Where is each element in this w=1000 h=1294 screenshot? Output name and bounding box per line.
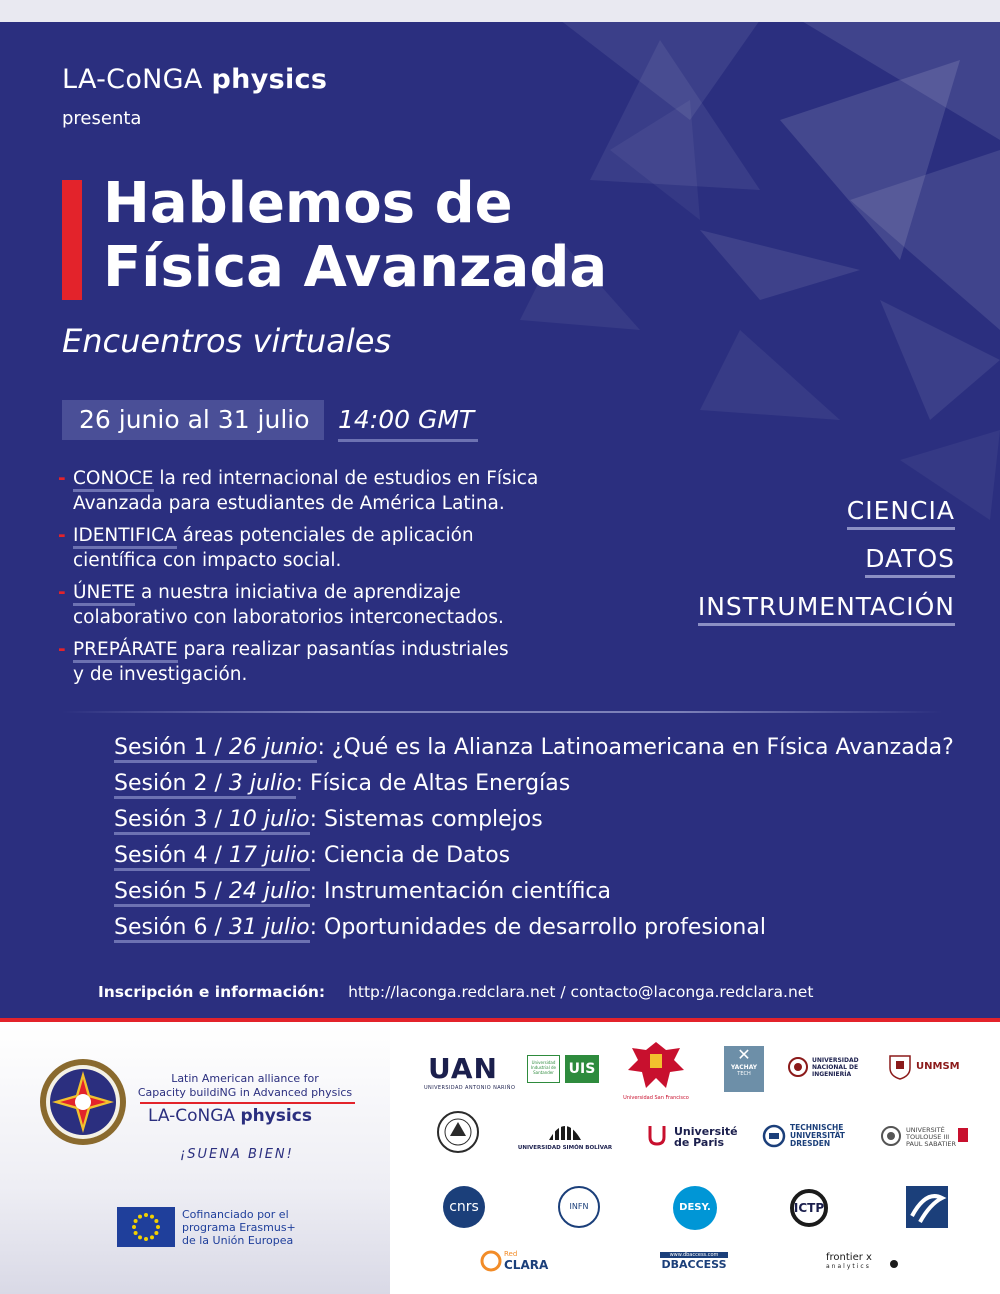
bullet-item	[58, 466, 578, 516]
alliance-tagline: Latin American alliance for Capacity buildiNG in Advanced physics	[137, 1072, 353, 1099]
bullet-text: a nuestra iniciativa de aprendizaje	[135, 582, 461, 603]
session-item: Sesión 5 / 24 julio: Instrumentación científica	[114, 874, 954, 910]
bullet-item	[58, 523, 578, 573]
bullet-text-2: Avanzada para estudiantes de América Latina.	[73, 493, 505, 514]
contact-url-link[interactable]: http://laconga.redclara.net	[348, 983, 556, 1001]
toulouse-emblem-icon	[880, 1125, 902, 1147]
topic-instrumentacion: INSTRUMENTACIÓN	[625, 592, 955, 626]
footer-brand: LA-CoNGA physics	[148, 1106, 312, 1126]
ucv-seal-icon	[436, 1110, 480, 1154]
yachay-logo: ✕ YACHAY TECH	[724, 1046, 764, 1092]
yachay-mark-icon: ✕	[737, 1045, 751, 1064]
page-title	[103, 172, 607, 300]
session-list	[114, 730, 954, 946]
eu-cofunding-text: Cofinanciado por el programa Erasmus+ de la Unión Europea	[182, 1208, 296, 1247]
bullet-item	[58, 637, 578, 687]
red-divider	[0, 1018, 1000, 1022]
bullet-keyword: IDENTIFICA	[73, 525, 177, 549]
brand-regular: LA-CoNGA	[62, 64, 203, 95]
frontier-dot-icon	[890, 1260, 898, 1268]
bullet-dash: -	[58, 525, 66, 546]
cnrs-logo: cnrs	[443, 1186, 485, 1228]
usb-logo: UNIVERSIDAD SIMÓN BOLÍVAR	[513, 1116, 617, 1151]
eu-flag-icon	[117, 1207, 175, 1247]
usb-dome-icon	[545, 1116, 585, 1142]
dragon-crest-icon	[626, 1040, 686, 1092]
session-item: Sesión 3 / 10 julio: Sistemas complejos	[114, 802, 954, 838]
bullet-text-2: y de investigación.	[73, 664, 248, 685]
dbaccess-logo: www.dbaccess.com DBACCESS	[661, 1252, 727, 1271]
title-line-2: Física Avanzada	[103, 235, 608, 300]
title-accent-bar	[62, 180, 82, 300]
topic-list	[625, 496, 955, 640]
contact-line	[98, 983, 813, 1001]
bullet-dash: -	[58, 468, 66, 489]
time-underline	[338, 439, 478, 442]
bullet-list	[58, 466, 578, 694]
session-item: Sesión 6 / 31 julio: Oportunidades de desarrollo profesional	[114, 910, 954, 946]
laconga-seal-icon	[38, 1057, 128, 1147]
bullet-text: para realizar pasantías industriales	[177, 639, 509, 660]
paris-u-icon	[646, 1124, 668, 1146]
session-item: Sesión 4 / 17 julio: Ciencia de Datos	[114, 838, 954, 874]
bullet-keyword: ÚNETE	[73, 582, 135, 606]
bullet-text-2: colaborativo con laboratorios interconectados.	[73, 607, 504, 628]
contact-email-link[interactable]: contacto@laconga.redclara.net	[570, 983, 814, 1001]
lafex-logo-icon	[906, 1186, 948, 1228]
usfq-logo: Universidad San Francisco	[616, 1040, 696, 1101]
bullet-text-2: científica con impacto social.	[73, 550, 342, 571]
session-item: Sesión 1 / 26 junio: ¿Qué es la Alianza Latinoamericana en Física Avanzada?	[114, 730, 954, 766]
title-line-1: Hablemos de	[103, 171, 513, 236]
uan-logo: UAN UNIVERSIDAD ANTONIO NARIÑO	[424, 1052, 516, 1091]
alliance-rule	[140, 1102, 355, 1104]
page-subtitle: Encuentros virtuales	[62, 322, 392, 360]
uis-logo: Universidad Industrial de Santander UIS	[527, 1053, 601, 1085]
brand-bold: physics	[211, 64, 328, 95]
unmsm-crest-icon	[888, 1054, 912, 1080]
bullet-dash: -	[58, 639, 66, 660]
bullet-text: la red internacional de estudios en Física	[153, 468, 539, 489]
presenta-label: presenta	[62, 108, 142, 129]
desy-logo: DESY.	[673, 1186, 717, 1230]
bullet-item	[58, 580, 578, 630]
toulouse-flag-icon	[958, 1128, 968, 1142]
section-divider	[62, 711, 942, 713]
infn-logo: INFN	[558, 1186, 600, 1228]
uni-crest-icon	[788, 1056, 808, 1078]
redclara-globe-icon	[480, 1250, 502, 1272]
tud-emblem-icon	[762, 1124, 786, 1148]
session-item: Sesión 2 / 3 julio: Física de Altas Energías	[114, 766, 954, 802]
date-range: 26 junio al 31 julio	[62, 400, 324, 440]
ictp-logo: ICTP	[788, 1188, 830, 1228]
contact-label: Inscripción e información:	[98, 983, 326, 1001]
contact-separator: /	[560, 983, 566, 1001]
bullet-keyword: PREPÁRATE	[73, 639, 178, 663]
slogan: ¡SUENA BIEN!	[180, 1147, 294, 1162]
bullet-text: áreas potenciales de aplicación	[176, 525, 474, 546]
bullet-keyword: CONOCE	[73, 468, 154, 492]
topic-ciencia: CIENCIA	[625, 496, 955, 530]
event-time: 14:00 GMT	[338, 405, 475, 434]
bullet-dash: -	[58, 582, 66, 603]
frontier-x-logo: frontier x analytics	[826, 1252, 906, 1270]
brand-logo-text	[62, 64, 327, 95]
topic-datos: DATOS	[625, 544, 955, 578]
